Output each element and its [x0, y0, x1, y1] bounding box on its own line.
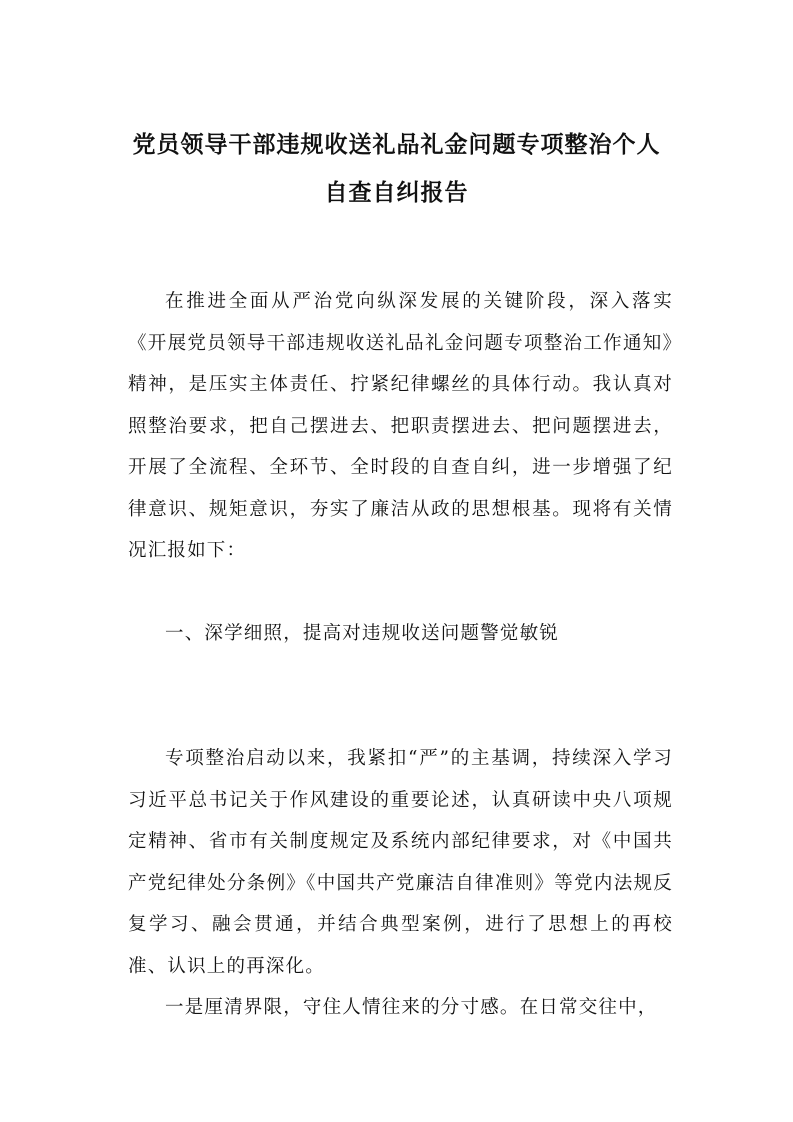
document-title-line-2: 自查自纠报告 — [324, 179, 469, 206]
section-heading-1: 一、深学细照，提高对违规收送问题警觉敏锐 — [165, 623, 560, 644]
point-1-paragraph: 一是厘清界限，守住人情往来的分寸感。在日常交往中， — [165, 997, 658, 1018]
section-1-paragraph: 专项整治启动以来，我紧扣“严”的主基调，持续深入学习习近平总书记关于作风建设的重要论述，认真研读中央八项规定精神、省市有关制度规定及系统内部纪律要求，对《中国共产党纪律处分条例》《中国共产党廉洁自律准则》等党内法规反复学习、融会贯通，并结合典型案例，进行了思想上的再校准、认识上的再深化。 — [128, 748, 673, 977]
intro-paragraph: 在推进全面从严治党向纵深发展的关键阶段，深入落实《开展党员领导干部违规收送礼品礼金问题专项整治工作通知》精神，是压实主体责任、拧紧纪律螺丝的具体行动。我认真对照整治要求，把自己摆进去、把职责摆进去、把问题摆进去，开展了全流程、全环节、全时段的自查自纠，进一步增强了纪律意识、规矩意识，夯实了廉洁从政的思想根基。现将有关情况汇报如下： — [128, 291, 673, 561]
document-title-line-1: 党员领导干部违规收送礼品礼金问题专项整治个人 — [132, 131, 661, 158]
